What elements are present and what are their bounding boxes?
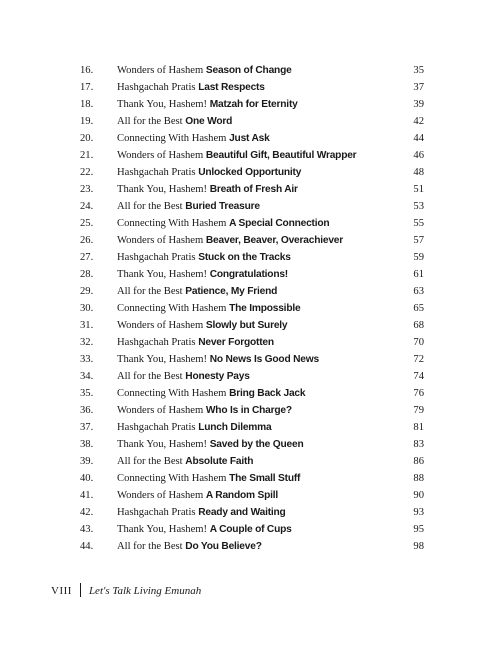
toc-entry-number: 44.	[80, 541, 94, 552]
toc-entry-category: Hashgachah Pratis	[117, 422, 196, 433]
toc-entry-number: 40.	[80, 473, 94, 484]
toc-entry	[0, 300, 504, 317]
toc-entry-page: 59	[413, 252, 424, 263]
toc-entry-title: The Impossible	[229, 303, 301, 314]
toc-entry-title: Slowly but Surely	[205, 320, 288, 331]
toc-entry-text	[117, 487, 278, 504]
toc-entry-title: Lunch Dilemma	[198, 422, 272, 433]
toc-entry-text	[117, 368, 250, 385]
toc-entry-page: 65	[413, 303, 424, 314]
toc-entry-number: 29.	[80, 286, 94, 297]
toc-entry-category: Thank You, Hashem!	[117, 354, 208, 365]
toc-entry-page: 63	[413, 286, 424, 297]
toc-entry-title: Buried Treasure	[185, 201, 260, 212]
toc-entry-category: Wonders of Hashem	[117, 150, 204, 161]
page-numeral: VIII	[51, 585, 72, 597]
toc-entry-title: Matzah for Eternity	[209, 99, 298, 110]
toc-entry	[0, 96, 504, 113]
toc-entry-title: No News Is Good News	[209, 354, 319, 365]
toc-entry-number: 21.	[80, 150, 94, 161]
toc-entry-title: The Small Stuff	[229, 473, 301, 484]
toc-entry-text	[117, 147, 356, 164]
toc-entry-page: 98	[413, 541, 424, 552]
toc-entry-title: Honesty Pays	[185, 371, 250, 382]
toc-entry-category: Hashgachah Pratis	[117, 82, 196, 93]
toc-entry	[0, 368, 504, 385]
table-of-contents	[0, 62, 504, 555]
toc-entry-page: 35	[413, 65, 424, 76]
toc-entry-page: 79	[413, 405, 424, 416]
toc-entry	[0, 334, 504, 351]
toc-entry-text	[117, 351, 319, 368]
toc-entry-title: Absolute Faith	[185, 456, 254, 467]
toc-entry-number: 43.	[80, 524, 94, 535]
toc-entry-text	[117, 385, 305, 402]
toc-entry-page: 39	[413, 99, 424, 110]
toc-entry-category: All for the Best	[117, 541, 183, 552]
toc-entry-number: 32.	[80, 337, 94, 348]
toc-entry	[0, 436, 504, 453]
toc-entry-category: All for the Best	[117, 116, 183, 127]
toc-entry-category: Connecting With Hashem	[117, 218, 227, 229]
toc-entry-number: 17.	[80, 82, 94, 93]
toc-entry-category: All for the Best	[117, 201, 183, 212]
toc-entry-title: Season of Change	[205, 65, 292, 76]
toc-entry-text	[117, 266, 288, 283]
toc-entry-title: A Random Spill	[205, 490, 278, 501]
toc-entry	[0, 266, 504, 283]
toc-entry-category: Thank You, Hashem!	[117, 524, 208, 535]
toc-entry-number: 16.	[80, 65, 94, 76]
toc-entry	[0, 249, 504, 266]
toc-entry	[0, 419, 504, 436]
toc-entry	[0, 113, 504, 130]
toc-entry-category: Wonders of Hashem	[117, 405, 204, 416]
toc-entry-page: 81	[413, 422, 424, 433]
toc-entry-page: 76	[413, 388, 424, 399]
toc-entry-number: 38.	[80, 439, 94, 450]
book-title: Let's Talk Living Emunah	[88, 585, 202, 597]
toc-entry-title: Do You Believe?	[185, 541, 262, 552]
toc-entry-page: 74	[413, 371, 424, 382]
toc-entry	[0, 164, 504, 181]
toc-entry-number: 18.	[80, 99, 94, 110]
toc-entry-number: 41.	[80, 490, 94, 501]
toc-entry-title: Patience, My Friend	[185, 286, 278, 297]
toc-entry-page: 51	[413, 184, 424, 195]
toc-entry	[0, 79, 504, 96]
toc-entry-text	[117, 419, 271, 436]
toc-entry-text	[117, 402, 292, 419]
toc-entry-text	[117, 79, 265, 96]
toc-entry-number: 35.	[80, 388, 94, 399]
toc-entry-title: Ready and Waiting	[198, 507, 286, 518]
toc-entry-number: 28.	[80, 269, 94, 280]
toc-entry-number: 37.	[80, 422, 94, 433]
toc-entry-text	[117, 504, 286, 521]
toc-entry	[0, 521, 504, 538]
toc-entry-text	[117, 334, 274, 351]
toc-entry	[0, 130, 504, 147]
toc-entry-text	[117, 249, 291, 266]
toc-entry-title: Beaver, Beaver, Overachiever	[205, 235, 344, 246]
toc-entry-category: Hashgachah Pratis	[117, 337, 196, 348]
toc-entry-category: Thank You, Hashem!	[117, 99, 208, 110]
toc-entry-title: Saved by the Queen	[209, 439, 304, 450]
toc-entry-category: Thank You, Hashem!	[117, 439, 208, 450]
toc-entry-category: Thank You, Hashem!	[117, 269, 208, 280]
toc-entry-page: 55	[413, 218, 424, 229]
toc-entry	[0, 147, 504, 164]
toc-entry-page: 88	[413, 473, 424, 484]
toc-entry-number: 27.	[80, 252, 94, 263]
toc-entry-number: 24.	[80, 201, 94, 212]
toc-entry-text	[117, 453, 253, 470]
toc-entry-page: 83	[413, 439, 424, 450]
toc-entry-category: Connecting With Hashem	[117, 388, 227, 399]
footer-divider	[80, 583, 81, 597]
toc-entry	[0, 470, 504, 487]
toc-entry-text	[117, 283, 277, 300]
toc-entry-page: 61	[413, 269, 424, 280]
toc-entry-title: Stuck on the Tracks	[198, 252, 291, 263]
toc-entry-category: All for the Best	[117, 456, 183, 467]
toc-entry-category: All for the Best	[117, 371, 183, 382]
toc-entry-page: 70	[413, 337, 424, 348]
toc-entry-title: Last Respects	[198, 82, 265, 93]
toc-entry-number: 34.	[80, 371, 94, 382]
toc-entry-page: 90	[413, 490, 424, 501]
toc-entry-category: Connecting With Hashem	[117, 133, 227, 144]
toc-entry-text	[117, 470, 300, 487]
toc-entry-text	[117, 232, 343, 249]
toc-entry-number: 39.	[80, 456, 94, 467]
toc-entry	[0, 317, 504, 334]
toc-entry-category: Wonders of Hashem	[117, 65, 204, 76]
toc-entry-text	[117, 164, 301, 181]
toc-entry-text	[117, 198, 260, 215]
toc-entry-category: Thank You, Hashem!	[117, 184, 208, 195]
toc-entry-page: 53	[413, 201, 424, 212]
toc-entry-number: 36.	[80, 405, 94, 416]
toc-entry-page: 42	[413, 116, 424, 127]
toc-entry-page: 93	[413, 507, 424, 518]
toc-entry-number: 42.	[80, 507, 94, 518]
toc-entry	[0, 385, 504, 402]
toc-entry-text	[117, 436, 303, 453]
toc-entry-number: 31.	[80, 320, 94, 331]
toc-entry	[0, 351, 504, 368]
toc-entry-number: 26.	[80, 235, 94, 246]
toc-entry	[0, 283, 504, 300]
toc-entry-number: 33.	[80, 354, 94, 365]
toc-entry-page: 95	[413, 524, 424, 535]
toc-entry-text	[117, 521, 292, 538]
toc-entry-title: A Special Connection	[229, 218, 330, 229]
toc-entry-text	[117, 317, 287, 334]
toc-entry-text	[117, 62, 292, 79]
toc-entry	[0, 62, 504, 79]
toc-entry-category: Wonders of Hashem	[117, 235, 204, 246]
toc-entry-category: Connecting With Hashem	[117, 303, 227, 314]
toc-entry	[0, 453, 504, 470]
toc-entry-category: All for the Best	[117, 286, 183, 297]
toc-entry-text	[117, 113, 232, 130]
toc-entry-category: Wonders of Hashem	[117, 320, 204, 331]
toc-entry-page: 46	[413, 150, 424, 161]
toc-entry-number: 25.	[80, 218, 94, 229]
toc-entry-page: 37	[413, 82, 424, 93]
toc-entry-category: Wonders of Hashem	[117, 490, 204, 501]
page-footer	[51, 583, 201, 599]
toc-entry	[0, 215, 504, 232]
toc-entry-text	[117, 215, 329, 232]
toc-entry	[0, 487, 504, 504]
toc-entry-page: 57	[413, 235, 424, 246]
toc-entry-page: 72	[413, 354, 424, 365]
toc-entry-category: Hashgachah Pratis	[117, 507, 196, 518]
toc-entry	[0, 538, 504, 555]
toc-entry-text	[117, 181, 298, 198]
toc-entry-page: 86	[413, 456, 424, 467]
toc-entry-title: Never Forgotten	[198, 337, 274, 348]
toc-entry-title: A Couple of Cups	[209, 524, 292, 535]
toc-entry	[0, 402, 504, 419]
toc-entry-number: 23.	[80, 184, 94, 195]
toc-entry-title: Unlocked Opportunity	[198, 167, 302, 178]
toc-entry-category: Connecting With Hashem	[117, 473, 227, 484]
toc-entry-text	[117, 300, 300, 317]
toc-entry-title: One Word	[185, 116, 233, 127]
toc-entry	[0, 181, 504, 198]
toc-entry	[0, 198, 504, 215]
toc-entry-category: Hashgachah Pratis	[117, 252, 196, 263]
toc-entry-number: 19.	[80, 116, 94, 127]
toc-entry-title: Just Ask	[229, 133, 270, 144]
toc-entry-number: 30.	[80, 303, 94, 314]
toc-entry-title: Who Is in Charge?	[205, 405, 292, 416]
toc-entry	[0, 232, 504, 249]
toc-entry-page: 48	[413, 167, 424, 178]
toc-entry-number: 22.	[80, 167, 94, 178]
toc-entry	[0, 504, 504, 521]
toc-entry-text	[117, 538, 262, 555]
toc-entry-category: Hashgachah Pratis	[117, 167, 196, 178]
toc-entry-title: Congratulations!	[209, 269, 288, 280]
toc-entry-title: Bring Back Jack	[229, 388, 306, 399]
toc-entry-text	[117, 130, 270, 147]
toc-entry-number: 20.	[80, 133, 94, 144]
toc-entry-text	[117, 96, 298, 113]
toc-entry-title: Breath of Fresh Air	[209, 184, 298, 195]
toc-entry-page: 44	[413, 133, 424, 144]
toc-entry-page: 68	[413, 320, 424, 331]
toc-entry-title: Beautiful Gift, Beautiful Wrapper	[205, 150, 357, 161]
